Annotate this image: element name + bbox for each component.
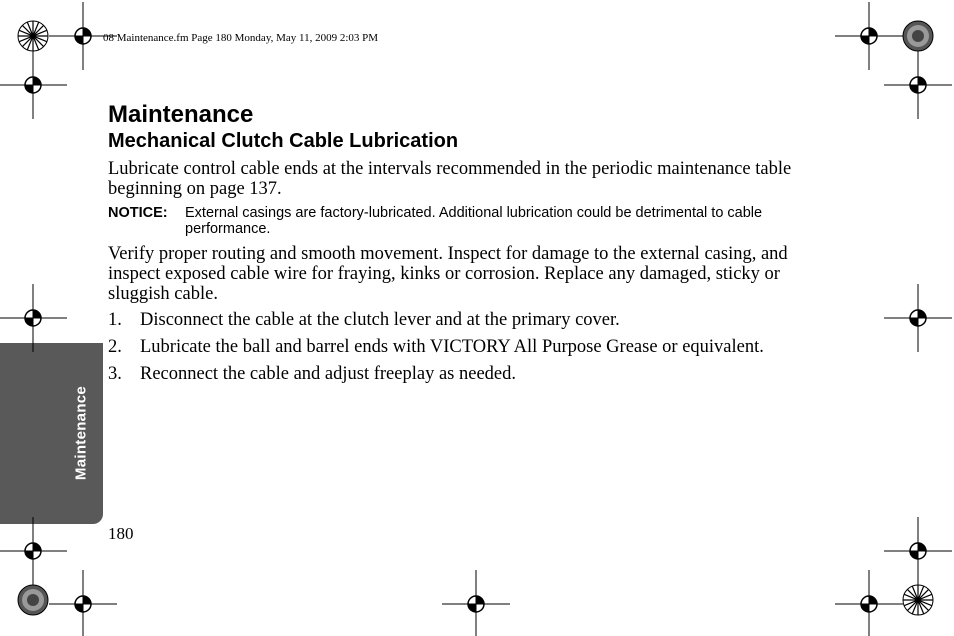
- crosshair-icon: [0, 284, 67, 352]
- side-tab-label: Maintenance: [72, 385, 90, 481]
- crosshair-icon: [0, 51, 67, 119]
- crosshair-icon: [835, 2, 903, 70]
- star-target-icon: [903, 21, 933, 51]
- intro-paragraph: Lubricate control cable ends at the intervals recommended in the periodic maintenance table beginning on page 137.: [108, 159, 792, 199]
- page-number: 180: [108, 524, 134, 543]
- crosshair-icon: [884, 51, 952, 119]
- star-target-icon: [903, 585, 933, 615]
- section-title: Mechanical Clutch Cable Lubrication: [108, 130, 459, 152]
- step-text: Reconnect the cable and adjust freeplay as needed.: [140, 364, 516, 384]
- crosshair-icon: [884, 284, 952, 352]
- page-title: Maintenance: [108, 101, 254, 128]
- step-text: Disconnect the cable at the clutch lever and at the primary cover.: [140, 310, 620, 330]
- step-number: 2.: [108, 337, 122, 357]
- crosshair-icon: [442, 570, 510, 636]
- star-target-icon: [18, 21, 48, 51]
- step-number: 3.: [108, 364, 122, 384]
- notice-label: NOTICE:: [108, 205, 168, 221]
- crosshair-icon: [0, 517, 67, 585]
- star-target-icon: [18, 585, 48, 615]
- crosshair-icon: [49, 2, 117, 70]
- notice-text: External casings are factory-lubricated. Additional lubrication could be detrimental to cable performance.: [185, 205, 763, 237]
- print-header: 08 Maintenance.fm Page 180 Monday, May 11, 2009 2:03 PM: [103, 32, 379, 44]
- crosshair-icon: [835, 570, 903, 636]
- step-text: Lubricate the ball and barrel ends with VICTORY All Purpose Grease or equivalent.: [140, 337, 764, 357]
- inspection-paragraph: Verify proper routing and smooth movement. Inspect for damage to the external casing, and inspect exposed cable wire for fraying, kinks or corrosion. Replace any damaged, sticky or sluggish cable.: [108, 244, 788, 304]
- crosshair-icon: [49, 570, 117, 636]
- crosshair-icon: [884, 517, 952, 585]
- step-number: 1.: [108, 310, 122, 330]
